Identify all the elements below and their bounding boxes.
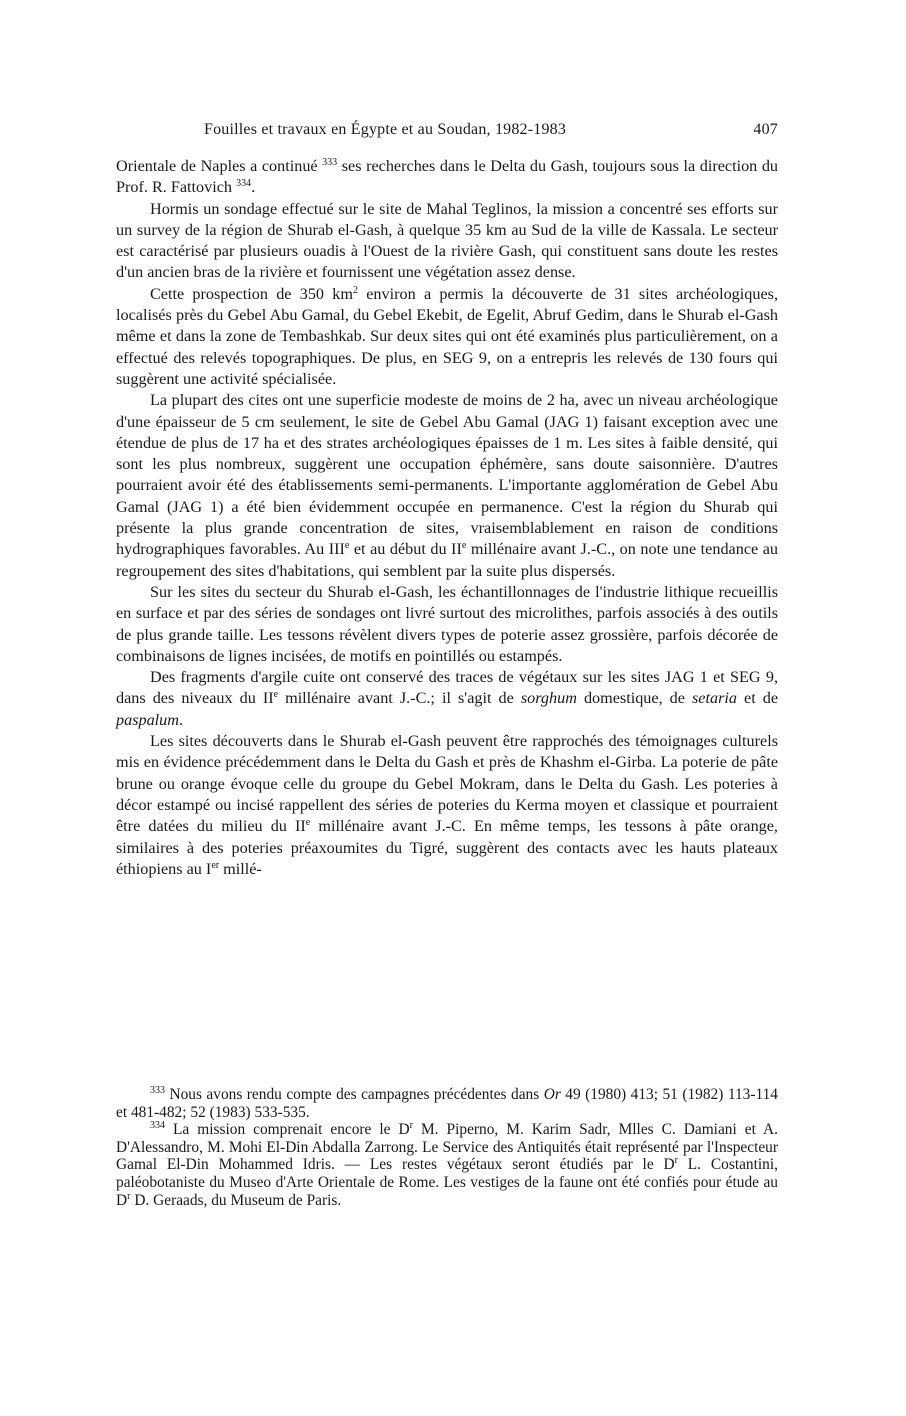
paragraph-4 bbox=[116, 390, 778, 582]
text-run: Les sites découverts dans le Shurab el-Gash peuvent être rapprochés des témoignages culturels mis en évidence précédemment dans le Delta du Gash et près de Khashm el-Girba. La poterie de pâte brune ou orange évoque celle du groupe du Gebel Mokram, dans le Delta du Gash. Les poteries à décor estampé ou incisé rappellent des séries de poteries du Kerma moyen et classique et pourraient être datées du milieu du II bbox=[116, 732, 778, 836]
footnote-ref-334: 334 bbox=[236, 178, 252, 190]
text-run: environ a permis la découverte de 31 sites archéologiques, localisés près du Gebel Abu Gamal, du Gebel Ekebit, de Egelit, Abruf Gedim, dans le Shurab el-Gash même et dans la zone de Tembashkab. Sur deux sites qui ont été examinés plus particulièrement, on a effectué des relevés topographiques. De plus, en SEG 9, on a entrepris les relevés de 130 fours qui suggèrent une activité spécialisée. bbox=[116, 284, 778, 388]
text-run: 49 (1980) 413; 51 (1982) 113-114 et 481-482; 52 (1983) 533-535. bbox=[116, 1086, 778, 1121]
text-run: millénaire avant J.-C. En même temps, les tessons à pâte orange, similaires à des poteries préaxoumites du Tigré, suggèrent des contacts avec les hauts plateaux éthiopiens au I bbox=[116, 817, 778, 878]
footnote-ref-333: 333 bbox=[322, 157, 338, 168]
text-run: . bbox=[251, 178, 256, 197]
paragraph-3 bbox=[116, 284, 778, 390]
text-run: L. Costantini, paléobotaniste du Museo d'Arte Orientale de Rome. Les vestiges de la faune ont été confiés pour étude au D bbox=[116, 1156, 778, 1209]
paragraph-1 bbox=[116, 156, 778, 199]
text-run: millénaire avant J.-C.; il s'agit de bbox=[278, 689, 521, 708]
footnote-number: 334 bbox=[150, 1120, 165, 1132]
text-run: et de bbox=[736, 689, 779, 708]
superscript: 2 bbox=[352, 284, 358, 296]
text-run: millé- bbox=[219, 859, 262, 878]
paragraph-2: Hormis un sondage effectué sur le site de Mahal Teglinos, la mission a concentré ses efforts sur un survey de la région de Shurab el-Gash, à quelque 35 km au Sud de la ville de Kassala. Le secteur est caractérisé par plusieurs ouadis à l'Ouest de la rivière Gash, qui constituent sans doute les restes d'un ancien bras de la rivière et fournissent une végétation assez dense. bbox=[116, 199, 778, 282]
text-run: D. Geraads, du Museum de Paris. bbox=[130, 1191, 342, 1209]
text-run: M. Piperno, M. Karim Sadr, Mlles C. Damiani et A. D'Alessandro, M. Mohi El-Din Abdalla Zarrong. Le Service des Antiquités était représenté par l'Inspecteur Gamal El-Din Mohammed Idris. — Les restes végétaux seront étudiés par le D bbox=[116, 1121, 778, 1174]
superscript: e bbox=[461, 540, 467, 552]
text-run: Des fragments d'argile cuite ont conservé des traces de végétaux sur les sites JAG 1 et SEG 9, dans des niveaux du II bbox=[116, 668, 778, 708]
text-run: millénaire avant J.-C., on note une tendance au regroupement des sites d'habitations, qui semblent par la suite plus dispersés. bbox=[116, 540, 778, 580]
journal-abbrev: Or bbox=[543, 1086, 561, 1103]
superscript: e bbox=[305, 817, 311, 829]
text-run: La mission comprenait encore le D bbox=[165, 1121, 410, 1139]
superscript: e bbox=[344, 540, 350, 552]
footnote-number: 333 bbox=[150, 1085, 165, 1096]
paragraph-7 bbox=[116, 731, 778, 880]
italic-term: setaria bbox=[692, 689, 737, 708]
running-title: Fouilles et travaux en Égypte et au Soudan, 1982-1983 bbox=[204, 121, 567, 138]
text-run: ses recherches dans le Delta du Gash, toujours sous la direction du Prof. R. Fattovich bbox=[116, 157, 779, 197]
footnotes bbox=[116, 1086, 778, 1209]
italic-term: paspalum bbox=[116, 710, 179, 729]
text-run: Orientale de Naples a continué bbox=[116, 157, 318, 175]
text-run: . bbox=[178, 710, 184, 729]
italic-term: sorghum bbox=[520, 689, 577, 708]
superscript: r bbox=[127, 1190, 131, 1202]
superscript: r bbox=[674, 1155, 678, 1167]
footnote-334 bbox=[116, 1121, 778, 1209]
paragraph-5: Sur les sites du secteur du Shurab el-Gash, les échantillonnages de l'industrie lithique recueillis en surface et par des séries de sondages ont livré surtout des microlithes, parfois associés à des outils de plus grande taille. Les tessons révèlent divers types de poterie assez grossière, parfois décorée de combinaisons de lignes incisées, de motifs en pointillés ou estampés. bbox=[116, 582, 778, 665]
text-run: Cette prospection de 350 km bbox=[150, 284, 353, 303]
footnote-333 bbox=[116, 1086, 778, 1121]
text-run: La plupart des cites ont une superficie modeste de moins de 2 ha, avec un niveau archéologique d'une épaisseur de 5 cm seulement, le site de Gebel Abu Gamal (JAG 1) faisant exception avec une étendue de plus de 17 ha et des strates archéologiques épaisses de 1 m. Les sites à faible densité, qui sont les plus nombreux, suggèrent une occupation éphémère, sans doute saisonnière. D'autres pourraient avoir été des établissements semi-permanents. L'importante agglomération de Gebel Abu Gamal (JAG 1) a été bien évidemment occupée en permanence. C'est la région du Shurab qui présente la plus grande concentration de sites, vraisemblablement en raison de conditions hydrographiques favorables. Au III bbox=[116, 391, 778, 559]
superscript: e bbox=[273, 689, 279, 701]
main-text bbox=[116, 156, 778, 880]
text-run: Nous avons rendu compte des campagnes précédentes dans bbox=[165, 1086, 544, 1103]
text-run: domestique, de bbox=[576, 689, 692, 708]
paragraph-6 bbox=[116, 667, 778, 731]
page-number: 407 bbox=[753, 121, 778, 138]
text-run: et au début du II bbox=[349, 540, 462, 559]
superscript: er bbox=[211, 859, 220, 871]
superscript: r bbox=[409, 1120, 413, 1132]
